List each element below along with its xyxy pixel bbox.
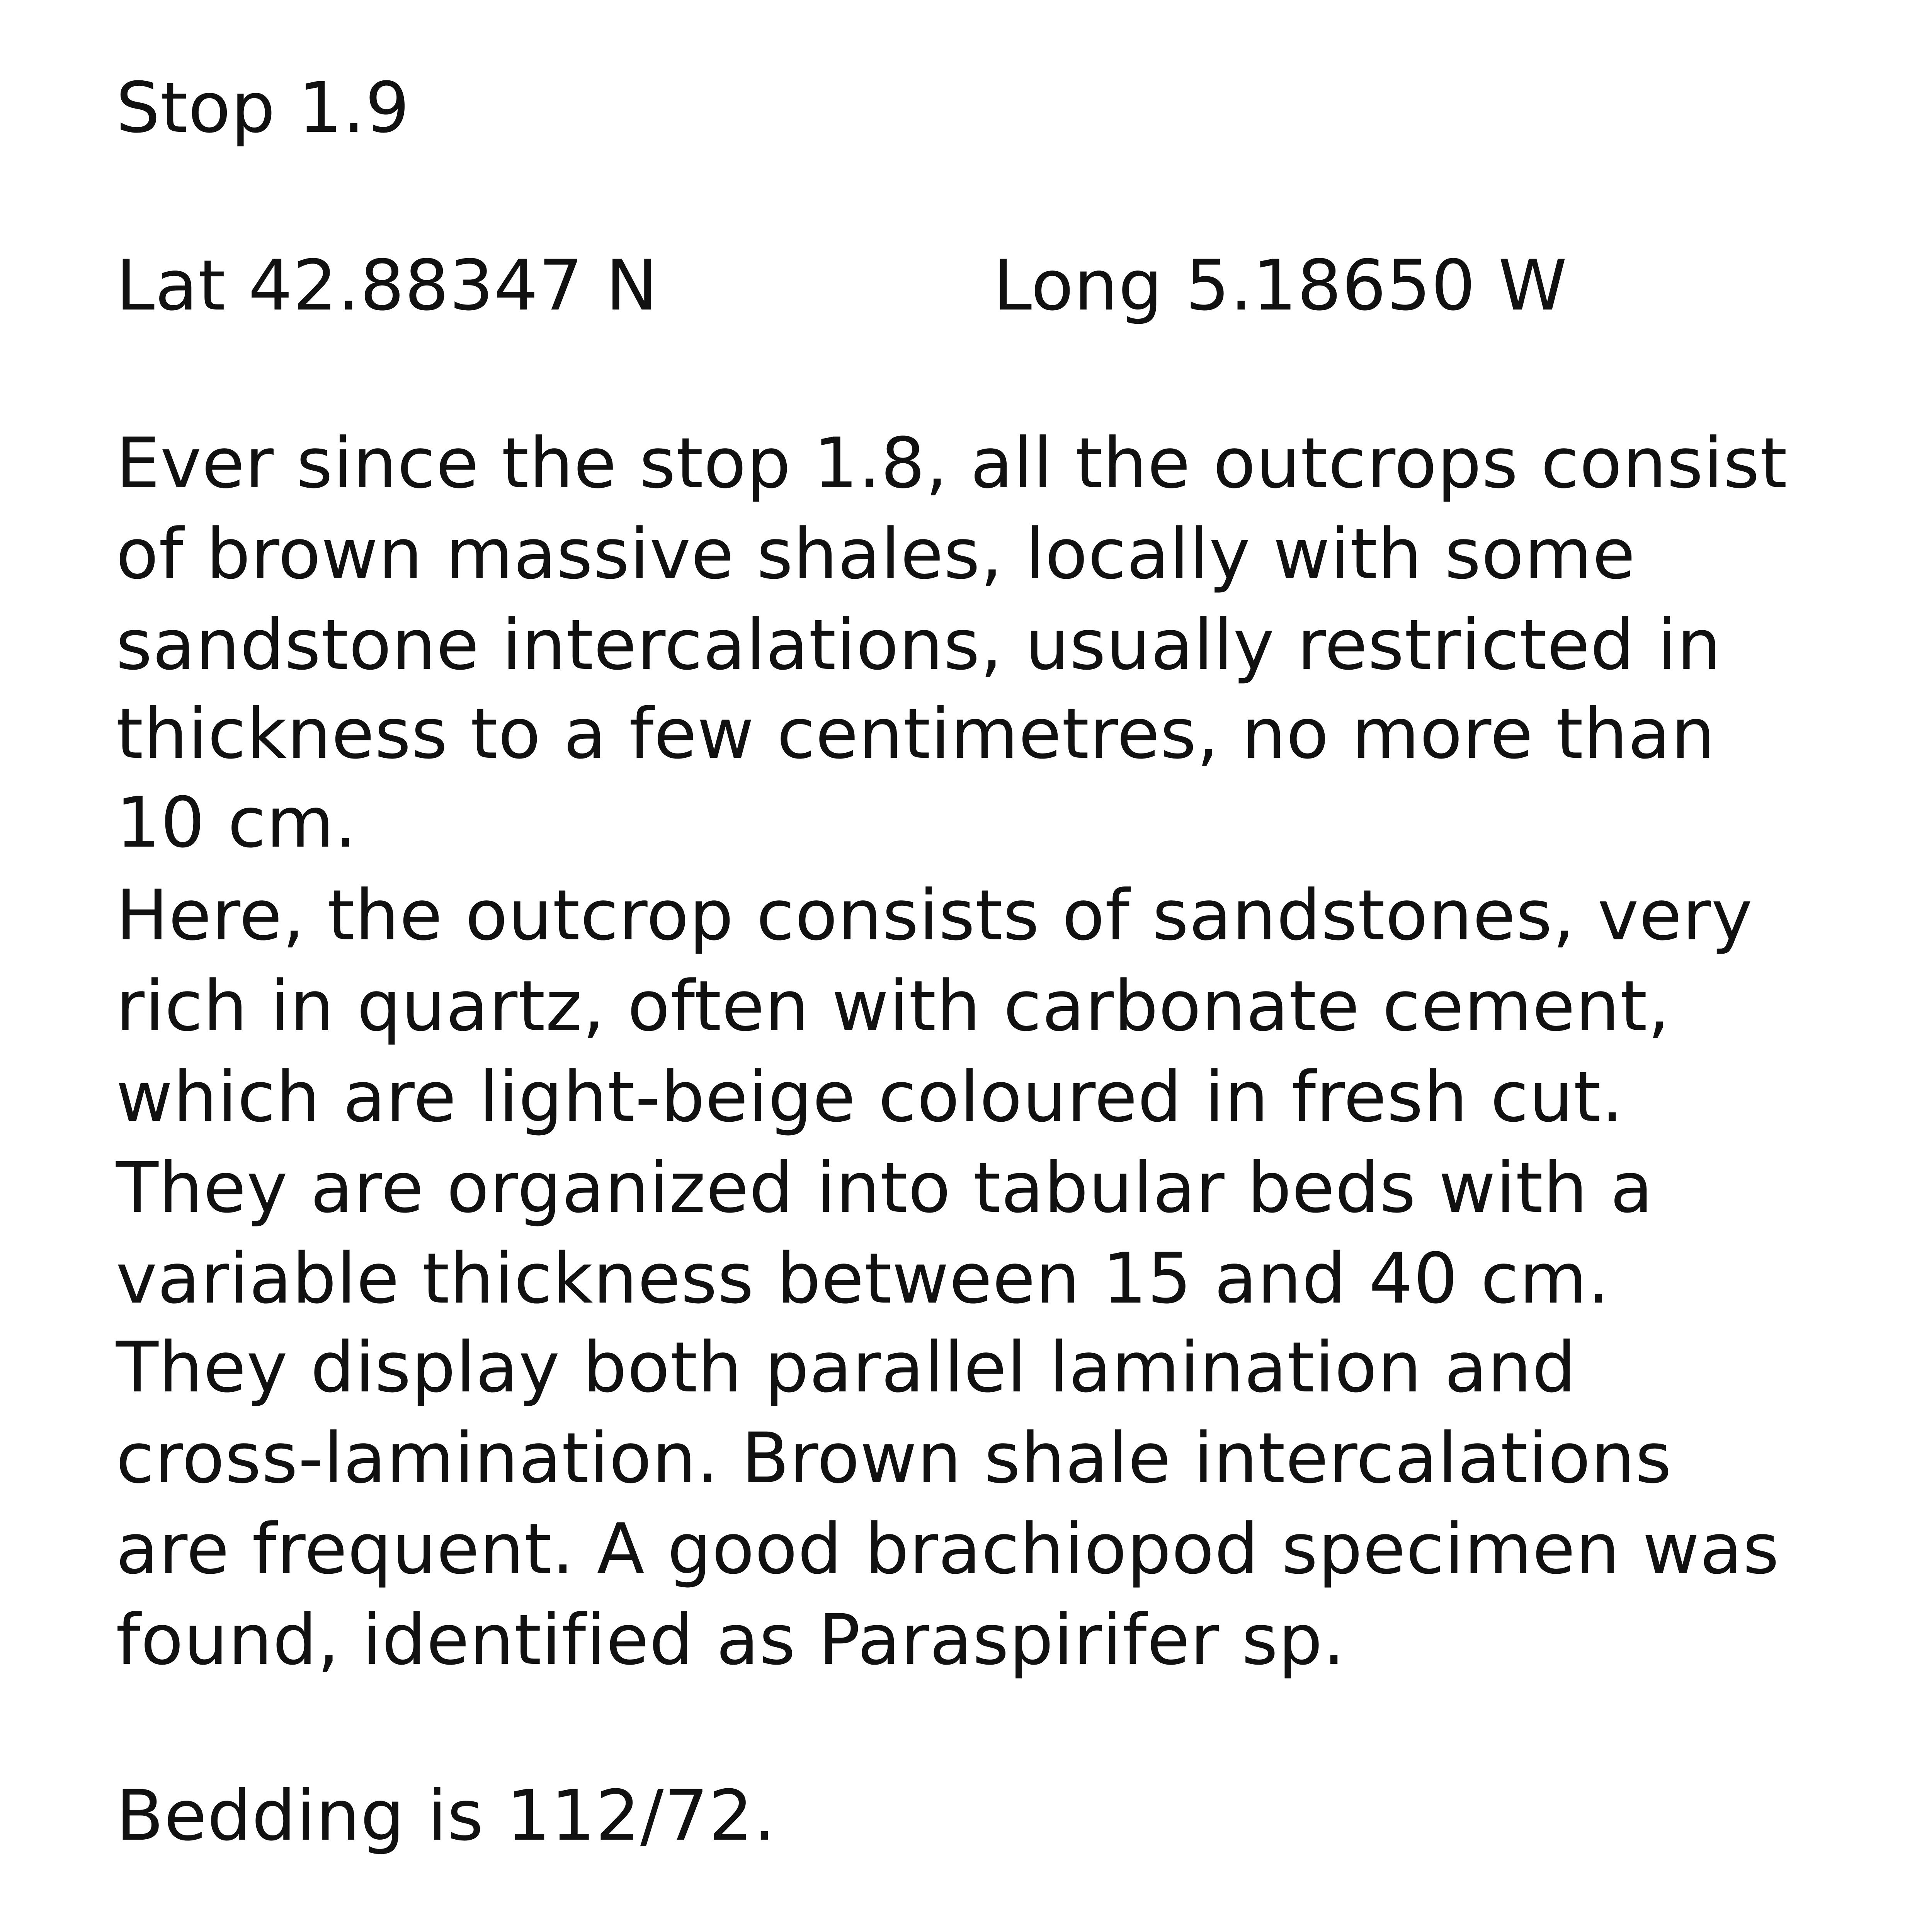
note-line-7: rich in quartz, often with carbonate cement,	[116, 966, 1670, 1047]
bedding-text: Bedding is 112/72.	[116, 1776, 776, 1856]
note-line-10: variable thickness between 15 and 40 cm.	[116, 1238, 1610, 1319]
note-line-4: thickness to a few centimetres, no more than	[116, 694, 1716, 774]
stop-title: Stop 1.9	[116, 68, 410, 148]
note-line-6: Here, the outcrop consists of sandstones, very	[116, 875, 1753, 956]
longitude-text: Long 5.18650 W	[993, 245, 1568, 326]
note-line-3: sandstone intercalations, usually restricted in	[116, 605, 1722, 685]
note-line-13: are frequent. A good brachiopod specimen was	[116, 1509, 1780, 1590]
note-line-9: They are organized into tabular beds with a	[116, 1148, 1653, 1228]
note-line-2: of brown massive shales, locally with some	[116, 514, 1636, 595]
note-line-5: 10 cm.	[116, 782, 357, 863]
note-line-8: which are light-beige coloured in fresh cut.	[116, 1057, 1624, 1138]
note-line-14: found, identified as Paraspirifer sp.	[116, 1600, 1345, 1680]
note-line-1: Ever since the stop 1.8, all the outcrops consist	[116, 423, 1788, 504]
note-line-12: cross-lamination. Brown shale intercalations	[116, 1418, 1672, 1499]
latitude-text: Lat 42.88347 N	[116, 245, 658, 326]
note-line-11: They display both parallel lamination and	[116, 1327, 1577, 1408]
